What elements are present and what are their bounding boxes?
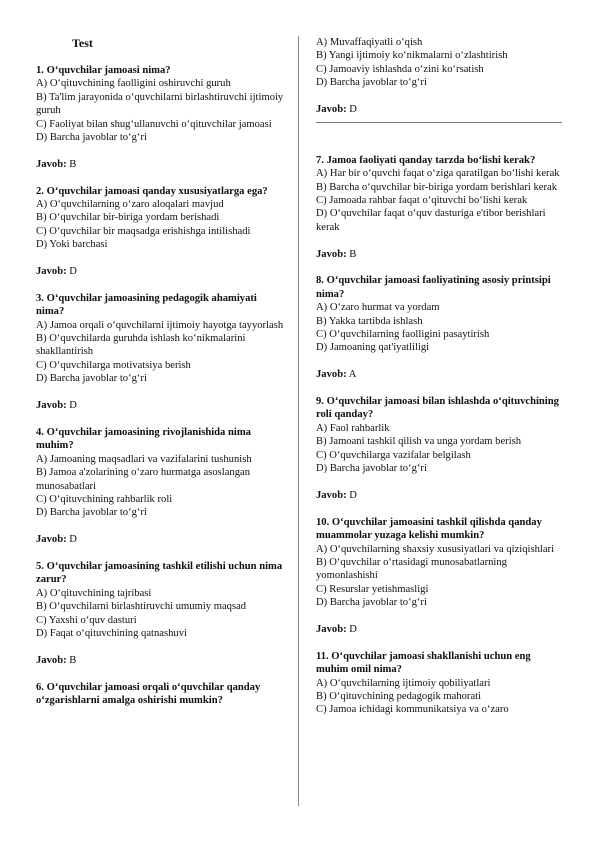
question-title: 9. O‘quvchilar jamoasi bilan ishlashda o‘qituvchining roli qanday? (316, 396, 559, 421)
answer-line (36, 158, 284, 171)
answer-option: A) O‘quvchilarning ijtimoiy qobiliyatlari (316, 677, 491, 689)
question-block (36, 64, 284, 171)
answer-option: D) Jamoaning qat'iyatliligi (316, 342, 430, 354)
left-question-list (36, 64, 284, 707)
answer-line (36, 533, 284, 546)
answer-option: C) O‘qituvchining rahbarlik roli (36, 493, 173, 505)
question-title: 8. O‘quvchilar jamoasi faoliyatining asosiy printsipi nima? (316, 275, 551, 300)
options-list (316, 422, 562, 476)
question-block (36, 185, 284, 279)
answer-option: B) Barcha o‘quvchilar bir-biriga yordam berishlari kerak (316, 181, 557, 193)
question-title: 1. O‘quvchilar jamoasi nima? (36, 65, 171, 76)
answer-option: D) Barcha javoblar to‘g‘ri (316, 597, 427, 609)
answer-value: A (348, 369, 357, 381)
answer-option: D) Barcha javoblar to‘g‘ri (316, 77, 427, 89)
answer-option: C) Resurslar yetishmasligi (316, 583, 429, 595)
answer-option: C) O‘quvchilar bir maqsadga erishishga intilishadi (36, 225, 251, 237)
answer-option: A) Har bir o‘quvchi faqat o‘ziga qaratilgan bo‘lishi kerak (316, 168, 560, 180)
answer-option: B) Yangi ijtimoiy ko‘nikmalarni o‘zlashtirish (316, 50, 508, 62)
question-block (316, 274, 562, 381)
answer-value: D (349, 489, 357, 501)
answer-line (316, 248, 562, 261)
question-block (316, 395, 562, 502)
question-title: 3. O‘quvchilar jamoasining pedagogik ahamiyati nima? (36, 292, 257, 318)
answer-option: D) Barcha javoblar to‘g‘ri (36, 507, 147, 519)
answer-option: D) Barcha javoblar to‘g‘ri (36, 132, 147, 144)
document-title: Test (72, 36, 93, 50)
answer-option: A) O‘qituvchining tajribasi (36, 587, 152, 599)
answer-label: Javob: (36, 400, 67, 412)
options-list (36, 587, 284, 641)
answer-line (316, 103, 562, 116)
options-list (36, 453, 284, 520)
question-block (36, 560, 284, 667)
answer-option: B) O‘qituvchining pedagogik mahorati (316, 690, 482, 702)
question-block (36, 426, 284, 547)
answer-option: A) Jamoa orqali o‘quvchilarni ijtimoiy hayotga tayyorlash (36, 319, 284, 331)
question-title: 5. O‘quvchilar jamoasining tashkil etilishi uchun nima zarur? (36, 560, 283, 586)
options-list (316, 677, 562, 717)
answer-label: Javob: (36, 534, 67, 546)
question-block (36, 681, 284, 708)
answer-label: Javob: (36, 266, 67, 278)
answer-value: D (69, 400, 77, 412)
answer-line (316, 368, 562, 381)
answer-label: Javob: (316, 369, 347, 381)
answer-value: B (69, 158, 77, 170)
answer-line (316, 623, 562, 636)
answer-option: A) O‘quvchilarning shaxsiy xususiyatlari va qiziqishlari (316, 543, 555, 555)
question-block (316, 154, 562, 261)
question-title: 4. O‘quvchilar jamoasining rivojlanishida nima muhim? (36, 426, 251, 452)
answer-value: D (349, 623, 357, 635)
options-list (36, 198, 284, 252)
answer-line (316, 489, 562, 502)
answer-option: D) Yoki barchasi (36, 239, 108, 251)
options-list (36, 319, 284, 386)
answer-label: Javob: (316, 623, 347, 635)
answer-value: B (69, 654, 77, 666)
question-title: 10. O‘quvchilar jamoasini tashkil qilishda qanday muammolar yuzaga kelishi mumkin? (316, 516, 542, 542)
answer-option: A) O‘quvchilarning o‘zaro aloqalari mavjud (36, 199, 224, 211)
answer-option: B) Jamoani tashkil qilish va unga yordam berish (316, 436, 522, 448)
answer-option: C) Jamoaviy ishlashda o‘zini ko‘rsatish (316, 63, 484, 75)
right-column (316, 36, 562, 730)
answer-option: A) O‘qituvchining faolligini oshiruvchi guruh (36, 78, 231, 90)
answer-line (36, 654, 284, 667)
answer-label: Javob: (316, 248, 347, 260)
answer-line (36, 265, 284, 278)
question-block (36, 292, 284, 413)
answer-option: A) Muvaffaqiyatli o‘qish (316, 37, 423, 48)
question-block (316, 516, 562, 637)
answer-option: B) O‘quvchilar o‘rtasidagi munosabatlarning yomonlashishi (316, 556, 507, 582)
column-divider (298, 36, 299, 806)
options-list (316, 543, 562, 610)
answer-value: D (69, 266, 77, 278)
answer-option: A) Jamoaning maqsadlari va vazifalarini tushunish (36, 453, 252, 465)
answer-option: B) Jamoa a'zolarining o‘zaro hurmatga asoslangan munosabatlari (36, 467, 251, 492)
answer-option: C) O‘quvchilarning faolligini pasaytirish (316, 329, 490, 341)
right-question-list (316, 154, 562, 717)
answer-label: Javob: (316, 489, 347, 501)
answer-line (36, 399, 284, 412)
options-list (316, 167, 562, 234)
question-title: 2. O‘quvchilar jamoasi qanday xususiyatlarga ega? (36, 185, 268, 197)
question-title: 11. O‘quvchilar jamoasi shakllanishi uchun eng muhim omil nima? (316, 650, 531, 676)
answer-option: C) Jamoada rahbar faqat o‘qituvchi bo‘lishi kerak (316, 195, 528, 207)
answer-option: D) Barcha javoblar to‘g‘ri (316, 463, 427, 475)
answer-option: C) Faoliyat bilan shug‘ullanuvchi o‘qituvchilar jamoasi (36, 118, 272, 130)
answer-label: Javob: (36, 158, 67, 170)
left-column (36, 36, 284, 707)
answer-option: C) O‘quvchilarga motivatsiya berish (36, 359, 191, 371)
horizontal-rule (316, 122, 562, 123)
answer-label: Javob: (316, 104, 347, 116)
answer-value: B (349, 248, 357, 260)
answer-option: B) O‘quvchilar bir-biriga yordam berishadi (36, 212, 220, 224)
options-list (36, 77, 284, 144)
answer-option: A) Faol rahbarlik (316, 422, 390, 434)
question-title: 7. Jamoa faoliyati qanday tarzda bo‘lishi kerak? (316, 154, 536, 166)
question-title: 6. O‘quvchilar jamoasi orqali o‘quvchilar qanday o‘zgarishlarni amalga oshirishi mumkin? (36, 681, 261, 706)
answer-label: Javob: (36, 654, 67, 666)
continued-question-6 (316, 36, 562, 116)
answer-option: C) Yaxshi o‘quv dasturi (36, 614, 137, 626)
answer-option: D) Faqat o‘qituvchining qatnashuvi (36, 627, 187, 639)
answer-option: B) Yakka tartibda ishlash (316, 315, 423, 327)
answer-option: D) O‘quvchilar faqat o‘quv dasturiga e'tibor berishlari kerak (316, 208, 546, 233)
answer-option: B) O‘quvchilarni birlashtiruvchi umumiy maqsad (36, 601, 247, 613)
answer-option: C) O‘quvchilarga vazifalar belgilash (316, 449, 471, 461)
answer-value: D (349, 104, 357, 116)
options-list (316, 36, 562, 90)
answer-option: B) Ta'lim jarayonida o‘quvchilarni birlashtiruvchi ijtimoiy guruh (36, 91, 284, 117)
answer-option: C) Jamoa ichidagi kommunikatsiya va o‘zaro (316, 704, 509, 716)
question-block (316, 650, 562, 717)
answer-value: D (69, 534, 77, 546)
options-list (316, 301, 562, 355)
answer-option: D) Barcha javoblar to‘g‘ri (36, 373, 147, 385)
answer-option: B) O‘quvchilarda guruhda ishlash ko‘nikmalarini shakllantirish (36, 333, 246, 358)
answer-option: A) O‘zaro hurmat va yordam (316, 302, 440, 314)
